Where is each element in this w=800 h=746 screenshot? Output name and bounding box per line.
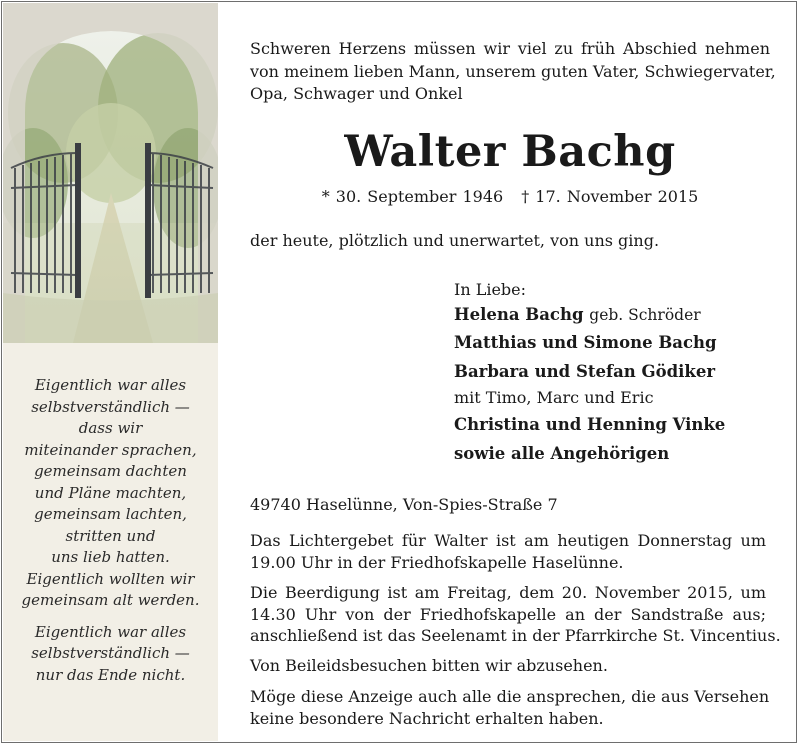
mourner-relatives: sowie alle Angehörigen	[454, 444, 670, 463]
notice-closing	[250, 686, 770, 729]
poem-stanza-1	[3, 375, 218, 612]
mourners-heading: In Liebe:	[454, 280, 527, 299]
life-dates	[250, 186, 770, 208]
poem	[3, 375, 218, 696]
poem-line: selbstverständlich —	[31, 397, 190, 416]
poem-line: gemeinsam alt werden.	[21, 591, 200, 609]
mourner-widow	[454, 302, 774, 328]
poem-line: und Pläne machten,	[34, 483, 187, 502]
intro-line: Schweren Herzens müssen wir viel zu früh Abschied nehmen	[250, 39, 770, 58]
notice-line: anschließend ist das Seelenamt in der Pfarrkirche St. Vincentius.	[250, 626, 781, 645]
poem-line: stritten und	[65, 526, 156, 545]
poem-line: miteinander sprachen,	[24, 440, 197, 459]
mourners-list	[454, 278, 774, 468]
mourner-family: Barbara und Stefan Gödiker	[454, 362, 716, 381]
deceased-name: Walter Bachg	[344, 127, 676, 177]
mourner-family: Matthias und Simone Bachg	[454, 333, 717, 352]
poem-line: gemeinsam dachten	[34, 462, 187, 480]
intro-text	[250, 38, 776, 106]
birth-date: * 30. September 1946	[321, 187, 504, 206]
passed-text: der heute, plötzlich und unerwartet, von uns ging.	[250, 231, 660, 250]
grandchildren: mit Timo, Marc und Eric	[454, 388, 654, 407]
poem-line: selbstverständlich —	[31, 644, 190, 662]
notice-line: Möge diese Anzeige auch alle die ansprechen, die aus Versehen	[250, 687, 770, 706]
poem-line: Eigentlich war alles	[34, 376, 187, 394]
garden-gate-image	[3, 3, 218, 343]
poem-line: gemeinsam lachten,	[34, 505, 187, 523]
widow-maiden-name: geb. Schröder	[589, 306, 701, 324]
notice-line: Die Beerdigung ist am Freitag, dem 20. November 2015, um	[250, 583, 766, 602]
poem-line: uns lieb hatten.	[51, 548, 170, 566]
notice-line: 19.00 Uhr in der Friedhofskapelle Haselünne.	[250, 552, 624, 572]
notice-line: Das Lichtergebet für Walter ist am heutigen Donnerstag um	[250, 531, 766, 550]
notice-prayer	[250, 530, 766, 573]
intro-line: Opa, Schwager und Onkel	[250, 84, 463, 103]
poem-line: nur das Ende nicht.	[35, 665, 186, 684]
notice-funeral	[250, 582, 781, 647]
intro-line: von meinem lieben Mann, unserem guten Vater, Schwiegervater,	[250, 61, 776, 81]
notice-condolences	[250, 655, 766, 677]
notice-line: Von Beileidsbesuchen bitten wir abzusehen.	[250, 656, 608, 675]
family-address: 49740 Haselünne, Von-Spies-Straße 7	[250, 495, 558, 514]
widow-name: Helena Bachg	[454, 305, 584, 324]
death-date: † 17. November 2015	[521, 187, 699, 206]
poem-line: dass wir	[78, 419, 143, 437]
poem-line: Eigentlich war alles	[34, 622, 187, 641]
poem-line: Eigentlich wollten wir	[26, 569, 195, 588]
mourner-family: Christina und Henning Vinke	[454, 415, 726, 434]
notice-line: 14.30 Uhr von der Friedhofskapelle an der Sandstraße aus;	[250, 604, 766, 624]
left-column	[3, 3, 218, 741]
notice-line: keine besondere Nachricht erhalten haben.	[250, 708, 604, 728]
poem-stanza-2	[3, 622, 218, 687]
